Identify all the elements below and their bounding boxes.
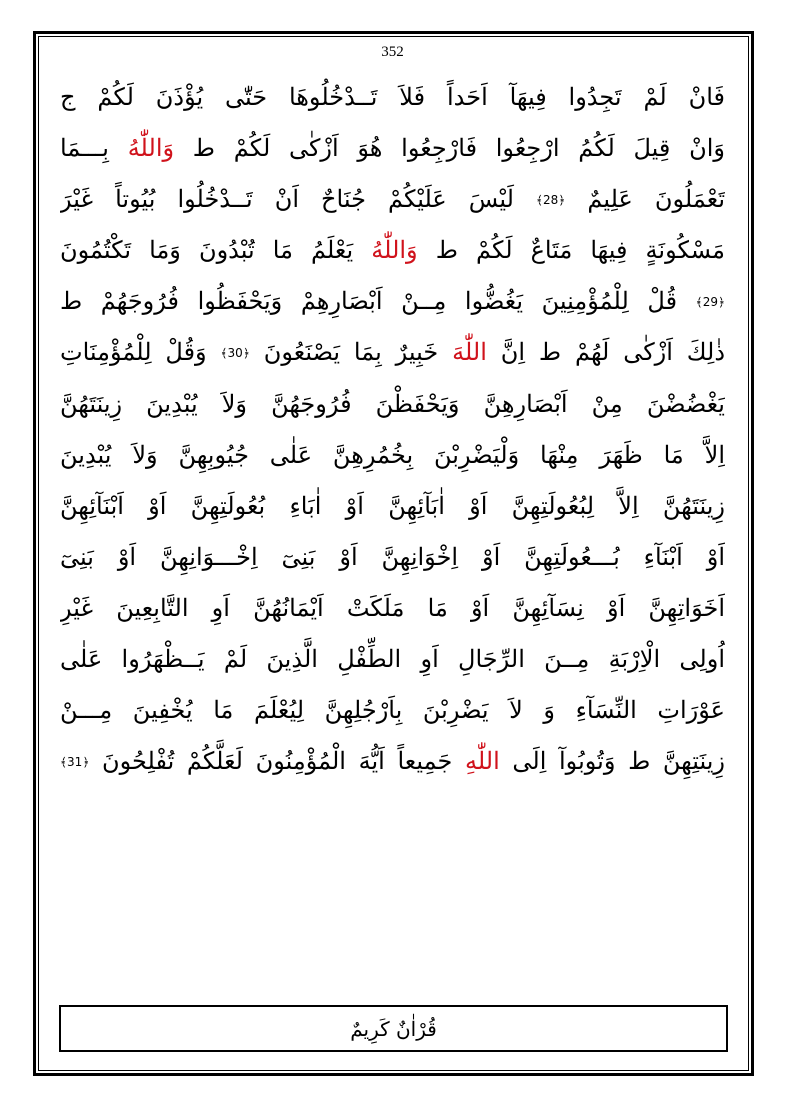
verse-text: زِينَتِهِنَّ ط وَتُوبُوآ اِلَى bbox=[499, 747, 725, 776]
verse-text: فَانْ لَمْ تَجِدُوا فِيهَآ اَحَداً فَلاَ تَــدْخُلُوهَا حَتّٰى يُؤْذَنَ لَكُمْ ج bbox=[60, 83, 725, 111]
verse-text: تَعْمَلُونَ عَلِيمٌ bbox=[565, 185, 725, 214]
divine-name: اللّٰهِ bbox=[464, 747, 500, 776]
verse-text: زِينَتَهُنَّ اِلاَّ لِبُعُولَتِهِنَّ اَوْ اٰبَآئِهِنَّ اَوْ اٰبَاءِ بُعُولَتِهِنَّ اَوْ اَبْنَآئِهِنَّ bbox=[60, 491, 725, 520]
text-line bbox=[60, 532, 725, 583]
ayah-number: ﴿28﴾ bbox=[535, 193, 566, 208]
verse-text: مَسْكُونَةٍ فِيهَا مَتَاعٌ لَكُمْ ط bbox=[417, 236, 725, 265]
text-line bbox=[60, 583, 725, 634]
divine-name: اللّٰهَ bbox=[452, 338, 487, 367]
verse-text: لَيْسَ عَلَيْكُمْ جُنَاحٌ اَنْ تَــدْخُلُوا بُيُوتاً غَيْرَ bbox=[60, 185, 536, 214]
page-number: 352 bbox=[381, 44, 404, 60]
text-line bbox=[60, 276, 725, 327]
verse-text: جَمِيعاً اَيُّهَ الْمُؤْمِنُونَ لَعَلَّكُمْ تُفْلِحُونَ bbox=[89, 747, 465, 776]
verse-text: عَوْرَاتِ النِّسَآءِ وَ لاَ يَضْرِبْنَ بِاَرْجُلِهِنَّ لِيُعْلَمَ مَا يُخْفِينَ مِـــنْ bbox=[60, 696, 725, 725]
divine-name: وَاللّٰهُ bbox=[371, 236, 418, 265]
text-line bbox=[60, 736, 725, 787]
ayah-number: ﴿29﴾ bbox=[695, 295, 725, 310]
text-line bbox=[60, 481, 725, 532]
ayah-number: ﴿30﴾ bbox=[220, 346, 250, 361]
verse-text: اِلاَّ مَا ظَهَرَ مِنْهَا وَلْيَضْرِبْنَ بِخُمُرِهِنَّ عَلٰى جُيُوبِهِنَّ وَلاَ يُبْدِينَ bbox=[60, 440, 725, 469]
ayah-number: ﴿31﴾ bbox=[60, 755, 90, 770]
verse-text: اُولِى الْاِرْبَةِ مِــنَ الرِّجَالِ اَوِ الطِّفْلِ الَّذِينَ لَمْ يَــظْهَرُوا عَلٰى bbox=[60, 645, 725, 674]
text-line bbox=[60, 123, 725, 174]
verse-text: خَبِيرٌ بِمَا يَصْنَعُونَ bbox=[249, 338, 453, 367]
verse-text: اَخَوَاتِهِنَّ اَوْ نِسَآئِهِنَّ اَوْ مَا مَلَكَتْ اَيْمَانُهُنَّ اَوِ التَّابِعِينَ غَيْرِ bbox=[60, 593, 725, 622]
text-line bbox=[60, 685, 725, 736]
text-line bbox=[60, 225, 725, 276]
verse-text: وَقُلْ لِلْمُؤْمِنَاتِ bbox=[60, 338, 221, 367]
verse-text: بِـــمَا bbox=[60, 134, 128, 163]
footer-label: قُرْاٰنٌ كَرِيمٌ bbox=[350, 1016, 437, 1041]
verse-text: يَغْضُضْنَ مِنْ اَبْصَارِهِنَّ وَيَحْفَظْنَ فُرُوجَهُنَّ وَلاَ يُبْدِينَ زِينَتَهُنَّ bbox=[60, 389, 725, 418]
text-line bbox=[60, 174, 725, 225]
verse-text: ذٰلِكَ اَزْكٰى لَهُمْ ط اِنَّ bbox=[486, 338, 725, 367]
footer-banner bbox=[59, 1005, 728, 1052]
quran-text-block bbox=[60, 72, 725, 992]
text-line bbox=[60, 634, 725, 685]
verse-text: قُلْ لِلْمُؤْمِنِينَ يَغُضُّوا مِــنْ اَبْصَارِهِمْ وَيَحْفَظُوا فُرُوجَهُمْ ط bbox=[60, 287, 696, 316]
text-line bbox=[60, 430, 725, 481]
verse-text: وَانْ قِيلَ لَكُمُ ارْجِعُوا فَارْجِعُوا هُوَ اَزْكٰى لَكُمْ ط bbox=[174, 134, 725, 163]
divine-name: وَاللّٰهُ bbox=[127, 134, 175, 163]
text-line bbox=[60, 379, 725, 430]
text-line bbox=[60, 327, 725, 378]
text-line bbox=[60, 72, 725, 123]
verse-text: يَعْلَمُ مَا تُبْدُونَ وَمَا تَكْتُمُونَ bbox=[60, 236, 372, 265]
verse-text: اَوْ اَبْنَآءِ بُـــعُولَتِهِنَّ اَوْ اِخْوَانِهِنَّ اَوْ بَنِىٓ اِخْـــوَانِهِنَّ اَوْ بَنِىٓ bbox=[60, 542, 725, 571]
